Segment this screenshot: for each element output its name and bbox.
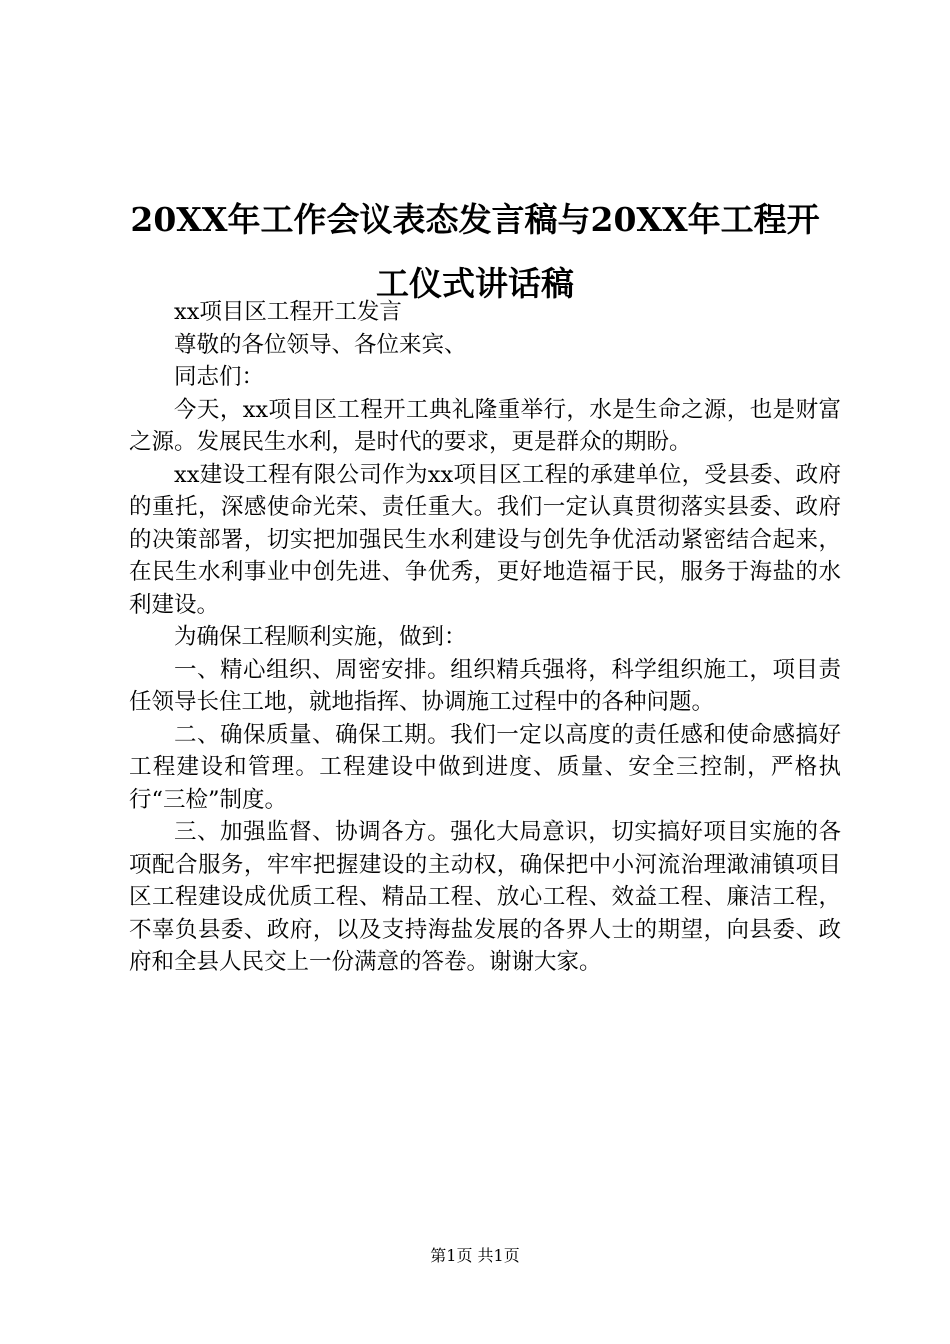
title-line-1: 20XX年工作会议表态发言稿与20XX年工程开 xyxy=(130,200,820,239)
title-line-2: 工仪式讲话稿 xyxy=(376,264,574,303)
paragraph-company: xx建设工程有限公司作为xx项目区工程的承建单位，受县委、政府的重托，深感使命光荣、责任重大。我们一定认真贯彻落实县委、政府的决策部署，切实把加强民生水利建设与创先争优活动紧密结合起来，在民生水利事业中创先进、争优秀，更好地造福于民，服务于海盐的水利建设。 xyxy=(129,461,841,618)
paragraph-item-1: 一、精心组织、周密安排。组织精兵强将，科学组织施工，项目责任领导长住工地，就地指挥、协调施工过程中的各种问题。 xyxy=(129,656,841,715)
paragraph-heading: xx项目区工程开工发言 xyxy=(174,299,402,325)
paragraph-item-3: 三、加强监督、协调各方。强化大局意识，切实搞好项目实施的各项配合服务，牢牢把握建设的主动权，确保把中小河流治理澉浦镇项目区工程建设成优质工程、精品工程、放心工程、效益工程、廉洁工程，不辜负县委、政府，以及支持海盐发展的各界人士的期望，向县委、政府和全县人民交上一份满意的答卷。谢谢大家。 xyxy=(129,819,841,975)
paragraph-item-2: 二、确保质量、确保工期。我们一定以高度的责任感和使命感搞好工程建设和管理。工程建设中做到进度、质量、安全三控制，严格执行“三检”制度。 xyxy=(129,721,841,813)
paragraph-opening: 今天，xx项目区工程开工典礼隆重举行，水是生命之源，也是财富之源。发展民生水利，是时代的要求，更是群众的期盼。 xyxy=(129,396,841,455)
paragraph-intro-list: 为确保工程顺利实施，做到： xyxy=(174,624,467,650)
document-body xyxy=(129,296,841,979)
paragraph-salutation-2: 同志们： xyxy=(174,364,265,390)
paragraph-salutation: 尊敬的各位领导、各位来宾、 xyxy=(174,331,467,358)
page-number-footer: 第1页 共1页 xyxy=(430,1246,520,1265)
